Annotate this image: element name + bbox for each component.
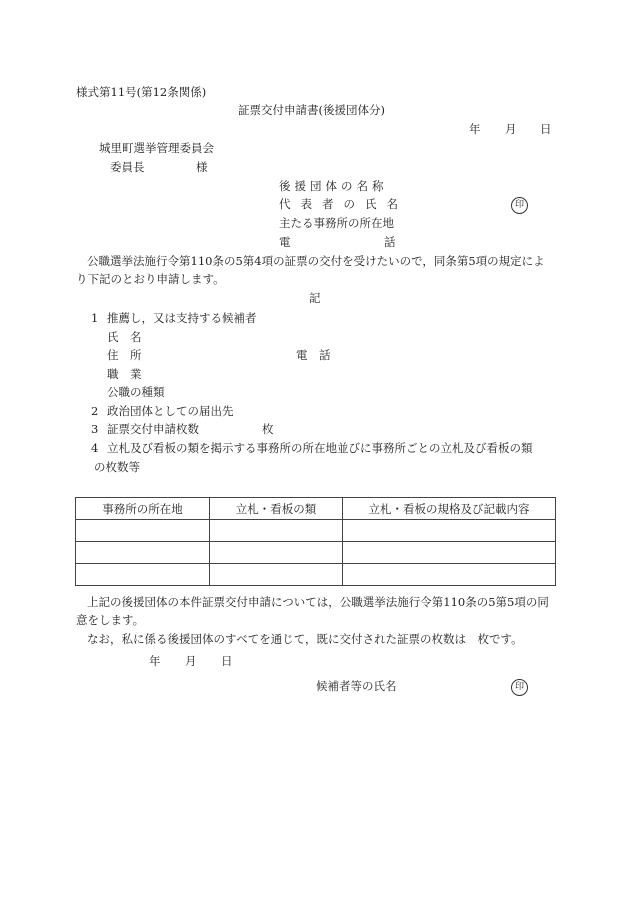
intro-text-line1: 公職選挙法施行令第110条の5第4項の証票の交付を受けたいので，同条第5項の規定によ [87,254,545,268]
item3-unit: 枚 [262,422,274,436]
table-cell[interactable] [76,520,210,542]
candidate-signature-label: 候補者等の氏名 [316,679,397,693]
intro-text-line2: り下記のとおり申請します。 [76,272,225,286]
table-cell[interactable] [343,520,556,542]
candidate-name-label-char1: 氏 [107,330,119,344]
table-row [76,542,556,564]
item3-number: 3 [91,422,99,436]
table-cell[interactable] [210,564,343,586]
candidate-job-label-char1: 職 [107,367,119,381]
rep-name-label: 代表者の氏名 [279,197,408,211]
item4-text-cont: の枚数等 [94,460,140,474]
consent-text-line2: 意をします。 [76,613,145,627]
bottom-date-day: 日 [221,654,233,668]
recipient-org: 城里町選挙管理委員会 [99,141,214,155]
seal-icon: 印 [511,197,528,214]
recipient-honorific: 様 [196,160,208,174]
table-header: 事務所の所在地 [76,498,210,520]
table-cell[interactable] [343,564,556,586]
ki-heading: 記 [309,291,321,305]
table-header-row [76,498,556,520]
date-month: 月 [505,122,517,136]
office-address-label: 主たる事務所の所在地 [279,216,394,230]
candidate-name-label-char2: 名 [130,330,142,344]
table-header: 立札・看板の類 [210,498,343,520]
note-text: なお，私に係る後援団体のすべてを通じて，既に交付された証票の枚数は 枚です。 [87,632,523,646]
candidate-address-label-char2: 所 [130,348,142,362]
item2-number: 2 [91,404,99,418]
item4-number: 4 [91,441,99,455]
table-cell[interactable] [210,520,343,542]
item4-text: 立札及び看板の類を掲示する事務所の所在地並びに事務所ごとの立札及び看板の類 [107,441,533,455]
table-cell[interactable] [343,542,556,564]
org-name-label: 後援団体の名称 [279,179,388,193]
table-cell[interactable] [210,542,343,564]
table-header: 立札・看板の規格及び記載内容 [343,498,556,520]
office-signage-table [75,497,556,586]
bottom-date-month: 月 [185,654,197,668]
item2-text: 政治団体としての届出先 [107,404,234,418]
candidate-phone-label-char2: 話 [319,348,331,362]
form-id: 様式第11号(第12条関係) [76,85,207,99]
table-row [76,520,556,542]
table-cell[interactable] [76,542,210,564]
date-year: 年 [469,122,481,136]
table-cell[interactable] [76,564,210,586]
item1-number: 1 [91,311,99,325]
document-title: 証票交付申請書(後援団体分) [238,103,385,117]
consent-text-line1: 上記の後援団体の本件証票交付申請については，公職選挙法施行令第110条の5第5項の同 [87,595,549,609]
seal-icon: 印 [511,679,528,696]
bottom-date-year: 年 [149,654,161,668]
item3-text: 証票交付申請枚数 [107,422,199,436]
candidate-address-label-char1: 住 [107,348,119,362]
phone-label-char2: 話 [384,235,396,249]
item1-text: 推薦し，又は支持する候補者 [107,311,257,325]
candidate-phone-label-char1: 電 [296,348,308,362]
recipient-title: 委員長 [110,160,145,174]
candidate-job-label-char2: 業 [130,367,142,381]
phone-label-char1: 電 [279,235,291,249]
public-office-type-label: 公職の種類 [107,385,165,399]
table-row [76,564,556,586]
date-day: 日 [540,122,552,136]
